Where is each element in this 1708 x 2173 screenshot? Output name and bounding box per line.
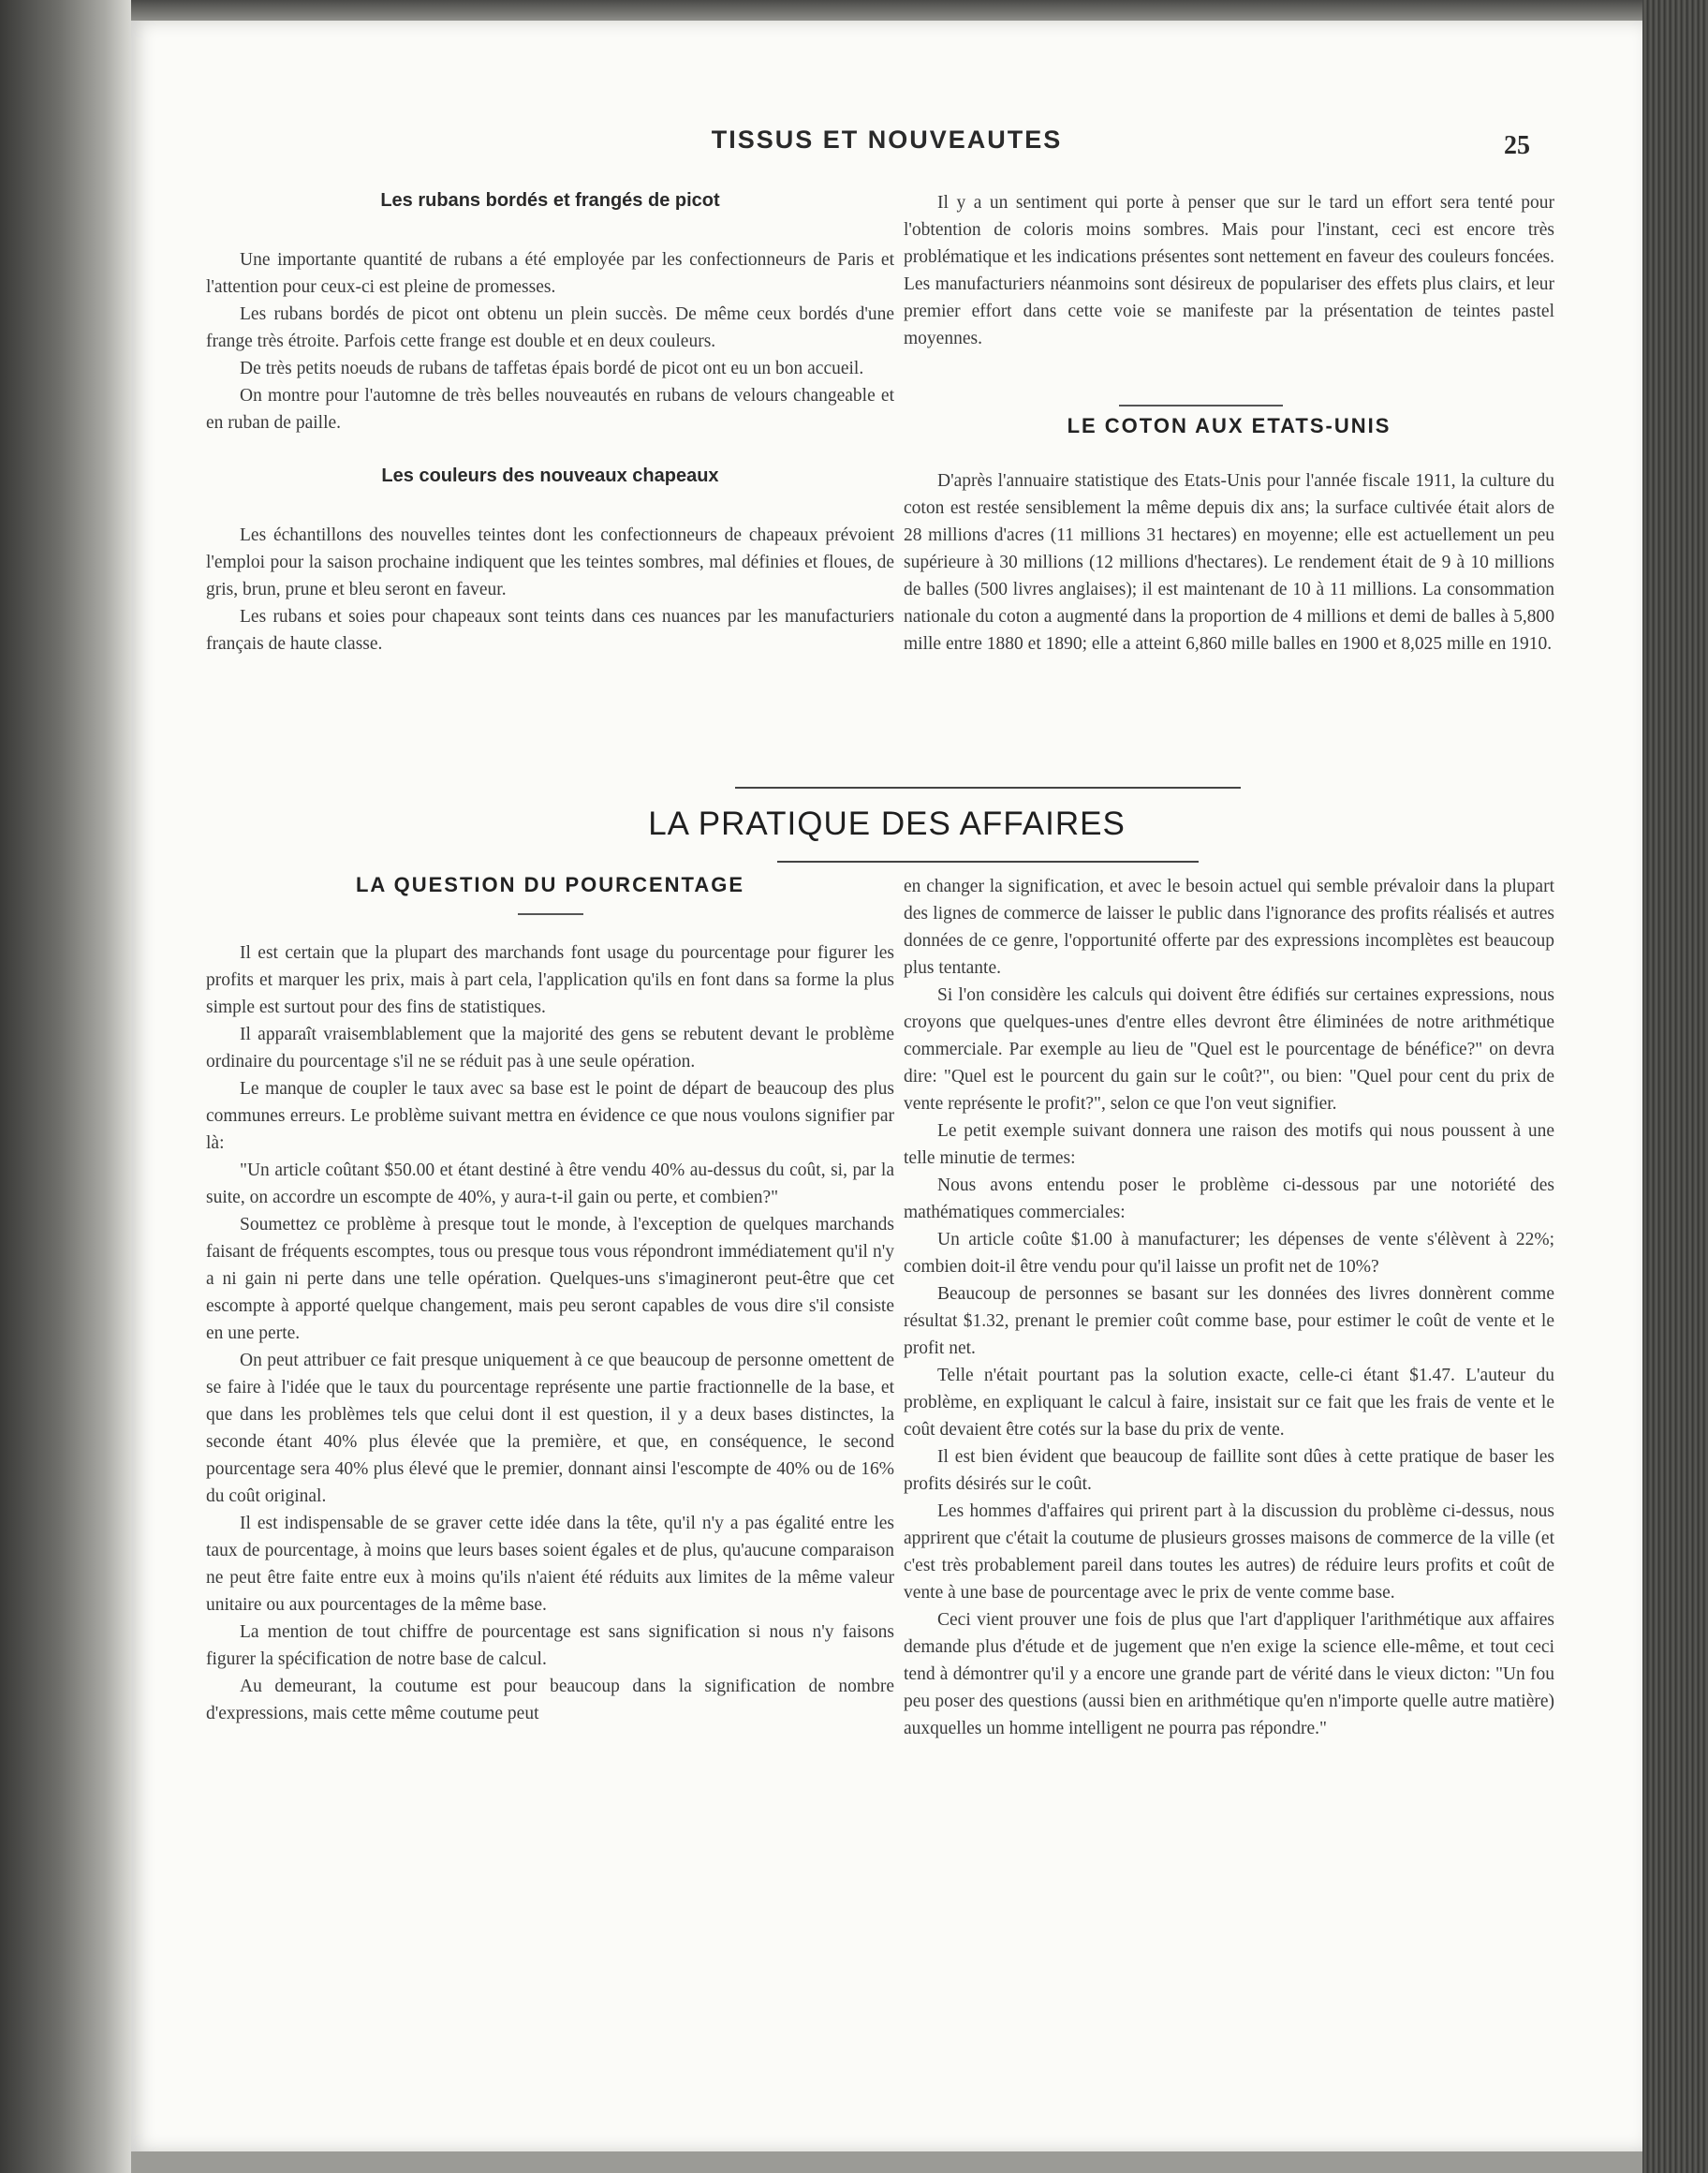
page-number: 25 (1504, 131, 1530, 160)
paragraph: Une importante quantité de rubans a été employée par les confectionneurs de Paris et l'attention pour ceux-ci est pleine de promesses. (206, 250, 894, 297)
paragraph: Le petit exemple suivant donnera une raison des motifs qui nous poussent à une telle minutie de termes: (904, 1121, 1554, 1168)
paragraph: Si l'on considère les calculs qui doivent être édifiés sur certaines expressions, nous croyons que quelques-unes d'entre elles devront être éliminées de notre arithmétique commerciale. Par exemple au lieu de "Quel est le pourcentage de bénéfice?" on devra dire: "Quel est le pourcent du gain sur le coût?", ou bien: "Quel pour cent du prix de vente représente le profit?", selon ce que l'on veut signifier. (904, 985, 1554, 1114)
paragraph: De très petits noeuds de rubans de taffetas épais bordé de picot ont eu un bon accueil. (240, 359, 864, 378)
paragraph: Les rubans bordés de picot ont obtenu un plein succès. De même ceux bordés d'une frange très étroite. Parfois cette frange est double et en deux couleurs. (206, 304, 894, 351)
divider (518, 913, 583, 915)
top-left-column (206, 187, 894, 658)
page-stack-edge (1642, 0, 1708, 2173)
section-title: LA PRATIQUE DES AFFAIRES (648, 806, 1126, 842)
paragraph: Il y a un sentiment qui porte à penser que sur le tard un effort sera tenté pour l'obtention de coloris moins sombres. Mais pour l'instant, ceci est encore très problématique et les indications présentes sont nettement en faveur des couleurs foncées. Les manufacturiers néanmoins sont désireux de populariser des effets plus clairs, et leur premier effort dans cette voie se manifeste par la présentation de teintes pastel moyennes. (904, 193, 1554, 348)
bottom-right-column (904, 873, 1554, 1742)
paragraph: Au demeurant, la coutume est pour beaucoup dans la signification de nombre d'expressions, mais cette même coutume peut (206, 1677, 894, 1723)
paragraph: Le manque de coupler le taux avec sa base est le point de départ de beaucoup des plus communes erreurs. Le problème suivant mettra en évidence ce que nous voulons signifier par là: (206, 1079, 894, 1153)
heading-rubans: Les rubans bordés et frangés de picot (380, 190, 720, 211)
section-rule-top (735, 787, 1241, 789)
book-binding (0, 0, 131, 2173)
paragraph: Beaucoup de personnes se basant sur les données des livres donnèrent comme résultat $1.32, prenant le premier coût comme base, pour estimer le coût de vente et le profit net. (904, 1284, 1554, 1358)
paragraph: On montre pour l'automne de très belles nouveautés en rubans de velours changeable et en ruban de paille. (206, 386, 894, 433)
heading-pourcentage: LA QUESTION DU POURCENTAGE (355, 873, 744, 896)
paragraph: Il est certain que la plupart des marchands font usage du pourcentage pour figurer les profits et marquer les prix, mais à part cela, l'application qu'ils en font dans sa forme la plus simple est surtout pour des fins de statistiques. (206, 943, 894, 1017)
divider (1119, 405, 1283, 407)
section-rule-bottom (777, 861, 1199, 863)
scan-top-edge (131, 0, 1667, 21)
paragraph: Les échantillons des nouvelles teintes dont les confectionneurs de chapeaux prévoient l'emploi pour la saison prochaine indiquent que les teintes sombres, mal définies et floues, de gris, brun, prune et bleu seront en faveur. (206, 525, 894, 599)
paragraph: Telle n'était pourtant pas la solution exacte, celle-ci étant $1.47. L'auteur du problème, en expliquant le calcul à faire, insistait sur ce fait que les frais de vente et le coût devaient être cotés sur la base du prix de vente. (904, 1366, 1554, 1440)
paragraph: D'après l'annuaire statistique des Etats-Unis pour l'année fiscale 1911, la culture du coton est restée sensiblement la même depuis dix ans; la surface cultivée était alors de 28 millions d'acres (11 millions 31 hectares) en moyenne; elle est actuellement un peu supérieure à 30 millions (12 millions d'hectares). Le rendement était de 9 à 10 millions de balles (500 livres anglaises); il est maintenant de 10 à 11 millions. La consommation nationale du coton a augmenté dans la proportion de 4 millions et demi de balles à 5,800 mille entre 1880 et 1890; elle a atteint 6,860 mille balles en 1900 et 8,025 mille en 1910. (904, 471, 1554, 654)
paragraph: "Un article coûtant $50.00 et étant destiné à être vendu 40% au-dessus du coût, si, par la suite, on accordre un escompte de 40%, y aura-t-il gain ou perte, et combien?" (206, 1160, 894, 1207)
paragraph: Les hommes d'affaires qui prirent part à la discussion du problème ci-dessus, nous apprirent que c'était la coutume de plusieurs grosses maisons de commerce de la ville (et c'est très probablement pareil dans toutes les autres) de réduire leurs profits et coût de vente à une base de pourcentage avec le prix de vente comme base. (904, 1501, 1554, 1603)
bottom-left-column (206, 871, 894, 1727)
paragraph: en changer la signification, et avec le besoin actuel qui semble prévaloir dans la plupart des lignes de commerce de laisser le public dans l'ignorance des profits réalisés et autres données de ce genre, l'opportunité offerte par des expressions incomplètes est beaucoup plus tentante. (904, 877, 1554, 978)
paragraph: Il est bien évident que beaucoup de faillite sont dûes à cette pratique de baser les profits désirés sur le coût. (904, 1447, 1554, 1494)
paragraph: Il est indispensable de se graver cette idée dans la tête, qu'il n'y a pas égalité entre les taux de pourcentage, à moins que leurs bases soient égales et de plus, qu'aucune comparaison ne peut être faite entre eux à moins qu'ils n'aient été réduits aux limites de la même valeur unitaire ou aux pourcentages de la même base. (206, 1514, 894, 1615)
paragraph: Nous avons entendu poser le problème ci-dessous par une notoriété des mathématiques commerciales: (904, 1175, 1554, 1222)
heading-coton: LE COTON AUX ETATS-UNIS (1067, 414, 1391, 437)
paragraph: Il apparaît vraisemblablement que la majorité des gens se rebutent devant le problème ordinaire du pourcentage s'il ne se réduit pas à une seule opération. (206, 1025, 894, 1072)
paragraph: Les rubans et soies pour chapeaux sont teints dans ces nuances par les manufacturiers français de haute classe. (206, 607, 894, 654)
paragraph: Ceci vient prouver une fois de plus que l'art d'appliquer l'arithmétique aux affaires demande plus d'étude et de jugement que n'en exige la science elle-même, et tout ceci tend à démontrer qu'il y a encore une grande part de vérité dans le vieux dicton: "Un fou peu poser des questions (aussi bien en arithmétique qu'en n'importe quelle autre matière) auxquelles un homme intelligent ne pourra pas répondre." (904, 1610, 1554, 1738)
top-right-column (904, 189, 1554, 658)
paragraph: Soumettez ce problème à presque tout le monde, à l'exception de quelques marchands faisant de fréquents escomptes, tous ou presque tous vous répondront immédiatement qu'il n'y a ni gain ni perte dans une telle opération. Quelques-uns s'imagineront peut-être que cet escompte à apporté quelque changement, mais peu seront capables de vous dire s'il consiste en une perte. (206, 1215, 894, 1343)
paragraph: Un article coûte $1.00 à manufacturer; les dépenses de vente s'élèvent à 22%; combien doit-il être vendu pour qu'il laisse un profit net de 10%? (904, 1230, 1554, 1277)
heading-couleurs: Les couleurs des nouveaux chapeaux (381, 466, 719, 486)
running-title: TISSUS ET NOUVEAUTES (711, 126, 1063, 154)
paragraph: La mention de tout chiffre de pourcentage est sans signification si nous n'y faisons figurer la spécification de notre base de calcul. (206, 1622, 894, 1669)
paragraph: On peut attribuer ce fait presque uniquement à ce que beaucoup de personne omettent de se faire à l'idée que le taux du pourcentage représente une partie fractionnelle de la base, et que dans les problèmes tels que celui dont il est question, il y a deux bases distinctes, la seconde étant 40% plus élevée que la première, et que, en conséquence, le second pourcentage sera 40% plus élevé que le premier, donnant ainsi l'escompte de 40% ou de 16% du coût original. (206, 1351, 894, 1506)
magazine-page (131, 21, 1642, 2151)
